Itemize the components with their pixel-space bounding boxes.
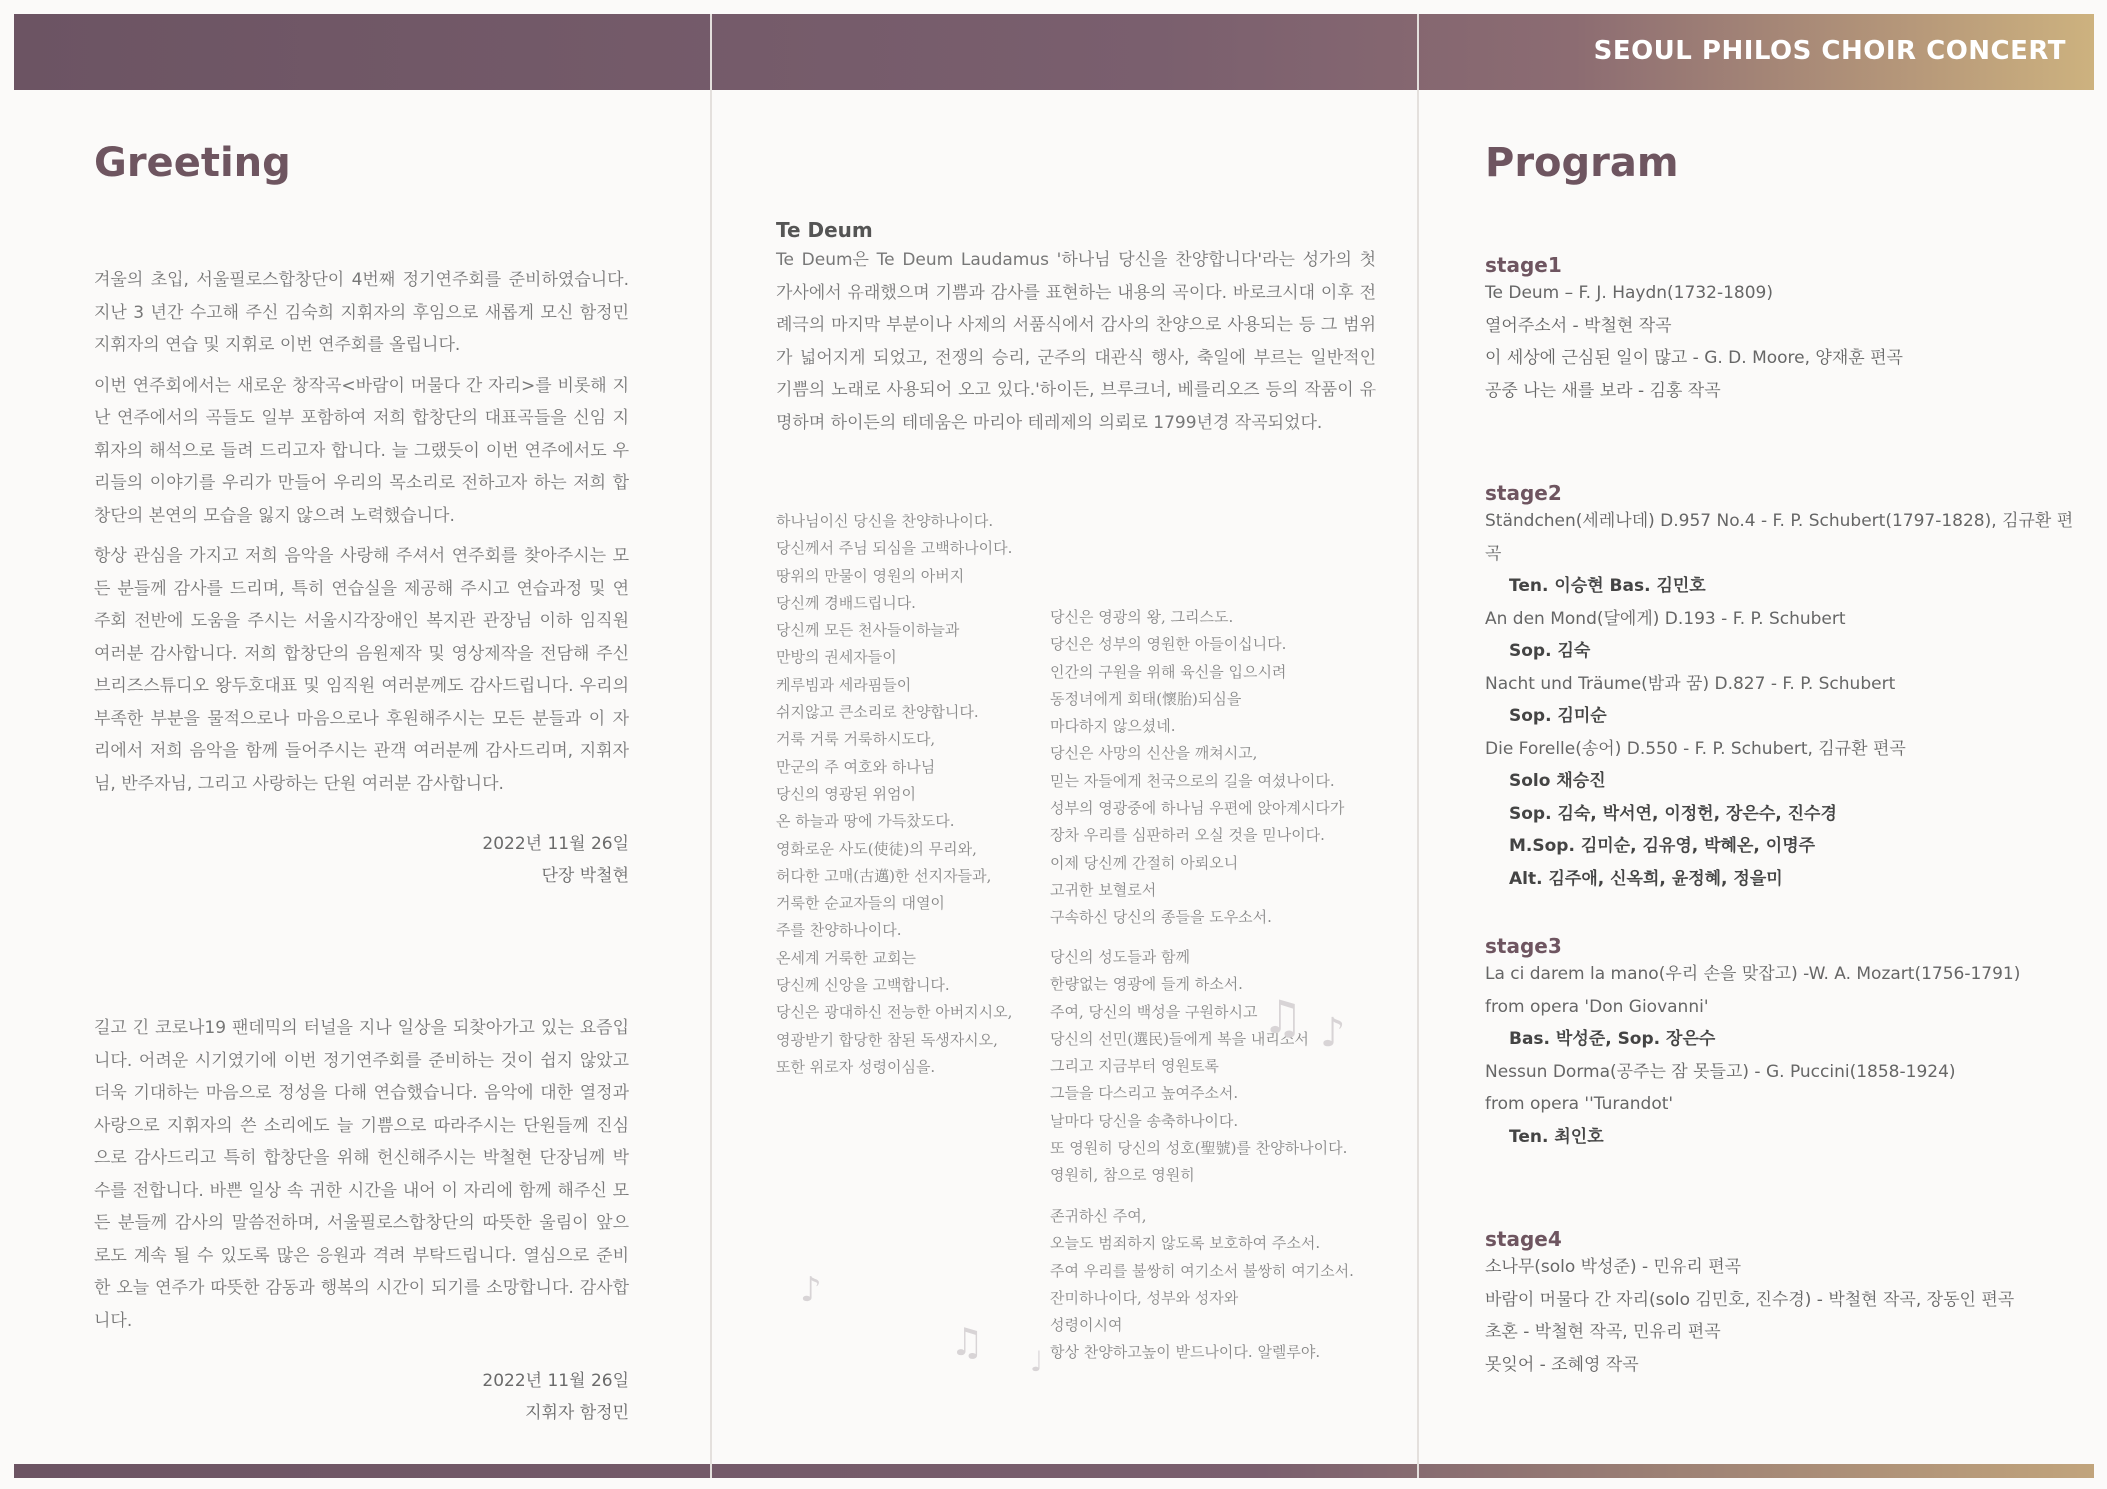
signature-date: 2022년 11월 26일	[482, 1371, 629, 1391]
greeting-column	[94, 140, 629, 1429]
lyric-line: 만군의 주 여호와 하나님	[776, 757, 936, 776]
lyrics-right-2	[1050, 944, 1347, 1190]
lyric-line: 날마다 당신을 송축하나이다.	[1050, 1111, 1239, 1130]
program-heading: Program	[1485, 140, 1679, 186]
lyric-line: 장차 우리를 심판하러 오실 것을 믿나이다.	[1050, 826, 1325, 845]
greeting-heading: Greeting	[94, 140, 291, 186]
lyric-line: 온세계 거룩한 교회는	[776, 948, 916, 967]
lyric-line: 성부의 영광중에 하나님 우편에 앉아계시다가	[1050, 799, 1345, 818]
lyric-line: 잔미하나이다, 성부와 성자와	[1050, 1288, 1239, 1307]
stage-title: stage2	[1485, 481, 1562, 505]
program-piece: Ständchen(세레나데) D.957 No.4 - F. P. Schubert(1797-1828), 김규환 편곡	[1485, 511, 2074, 564]
performer-line: Sop. 김미순	[1509, 706, 1607, 726]
greeting-paragraph: 겨울의 초입, 서울필로스합창단이 4번째 정기연주회를 준비하였습니다. 지난 3 년간 수고해 주신 김숙희 지휘자의 후임으로 새롭게 모신 함정민 지휘자의 연습 및 지휘로 이번 연주회를 올립니다.	[94, 270, 629, 355]
lyric-line: 마다하지 않으셨네.	[1050, 717, 1176, 736]
greeting-paragraph: 항상 관심을 가지고 저희 음악을 사랑해 주셔서 연주회를 찾아주시는 모든 분들께 감사를 드리며, 특히 연습실을 제공해 주시고 연습과정 및 연주회 전반에 도움을 주시는 서울시각장애인 복지관 관장님 이하 임직원 여러분 감사합니다. 저희 합창단의 음원제작 및 영상제작을 전담해 주신 브리즈스튜디오 왕두호대표 및 임직원 여러분께도 감사드립니다. 우리의 부족한 부분을 물적으로나 마음으로나 후원해주시는 모든 분들과 이 자리에서 저희 음악을 함께 들어주시는 관객 여러분께 감사드리며, 지휘자님, 반주자님, 그리고 사랑하는 단원 여러분 감사합니다.	[94, 546, 629, 794]
fold-line	[710, 14, 712, 1478]
lyric-line: 당신은 사망의 신산을 깨쳐시고,	[1050, 744, 1258, 763]
program-piece: 열어주소서 - 박철현 작곡	[1485, 315, 1672, 336]
lyric-line: 이제 당신께 간절히 아뢰오니	[1050, 853, 1239, 872]
lyric-line: 또 영원히 당신의 성호(聖號)를 찬양하나이다.	[1050, 1139, 1348, 1158]
performer-line: Solo 채승진	[1509, 771, 1606, 791]
lyric-line: 인간의 구원을 위해 육신을 입으시려	[1050, 662, 1287, 681]
performer-line: Bas. 박성준, Sop. 장은수	[1509, 1029, 1716, 1049]
lyric-line: 당신의 영광된 위엄이	[776, 784, 916, 803]
lyric-line: 항상 찬양하고높이 받드나이다. 알렐루야.	[1050, 1343, 1321, 1362]
program-stage	[1485, 481, 2085, 895]
lyric-line: 한량없는 영광에 들게 하소서.	[1050, 975, 1243, 994]
lyric-line: 당신께 신앙을 고백합니다.	[776, 976, 950, 995]
stage-title: stage1	[1485, 253, 1562, 277]
program-stage	[1485, 934, 2085, 1153]
lyric-line: 존귀하신 주여,	[1050, 1207, 1147, 1225]
lyric-line: 그리고 지금부터 영원토록	[1050, 1057, 1219, 1076]
lyric-line: 당신은 광대하신 전능한 아버지시오,	[776, 1003, 1013, 1022]
program-piece: 소나무(solo 박성준) - 민유리 편곡	[1485, 1257, 1742, 1277]
signature-date: 2022년 11월 26일	[482, 834, 629, 854]
program-piece: Te Deum – F. J. Haydn(1732-1809)	[1485, 283, 1773, 303]
lyric-line: 당신께 모든 천사들이하늘과	[776, 621, 960, 640]
program-piece: Nessun Dorma(공주는 잠 못들고) - G. Puccini(1858-1924)	[1485, 1061, 1956, 1082]
lyric-line: 오늘도 범죄하지 않도록 보호하여 주소서.	[1050, 1234, 1321, 1253]
lyric-line: 당신은 성부의 영원한 아들이십니다.	[1050, 635, 1287, 654]
stage-title: stage3	[1485, 934, 1562, 958]
lyrics-right-1	[1050, 604, 1344, 932]
performer-line: Sop. 김숙, 박서연, 이정헌, 장은수, 진수경	[1509, 803, 1837, 824]
program-piece: Nacht und Träume(밤과 꿈) D.827 - F. P. Schubert	[1485, 673, 1896, 694]
greeting-paragraph: 이번 연주회에서는 새로운 창작곡<바람이 머물다 간 자리>를 비롯해 지난 연주에서의 곡들도 일부 포함하여 저희 합창단의 대표곡들을 신임 지휘자의 해석으로 들려 드리고자 합니다. 늘 그랬듯이 이번 연주에서도 우리들의 이야기를 우리가 만들어 우리의 목소리로 전하고자 하는 저희 합창단의 본연의 모습을 잃지 않으려 노력했습니다.	[94, 375, 629, 526]
lyric-line: 영원히, 참으로 영원히	[1050, 1166, 1195, 1185]
lyric-line: 주를 찬양하나이다.	[776, 921, 902, 940]
tedeum-column	[776, 218, 1376, 439]
lyric-line: 온 하늘과 땅에 가득찼도다.	[776, 812, 955, 831]
performer-line: Sop. 김숙	[1509, 641, 1591, 661]
program-column	[1485, 140, 2085, 186]
lyric-line: 당신의 선민(選民)들에게 복을 내리소서	[1050, 1029, 1309, 1048]
lyric-line: 주여, 당신의 백성을 구원하시고	[1050, 1002, 1258, 1021]
lyric-line: 거룩 거룩 거룩하시도다,	[776, 730, 936, 749]
lyrics-right-3	[1050, 1203, 1354, 1367]
lyric-line: 주여 우리를 불쌍히 여기소서 불쌍히 여기소서.	[1050, 1261, 1354, 1280]
program-piece: 초혼 - 박철현 작곡, 민유리 편곡	[1485, 1322, 1721, 1342]
performer-line: M.Sop. 김미순, 김유영, 박혜온, 이명주	[1509, 836, 1816, 856]
lyric-line: 쉬지않고 큰소리로 찬양합니다.	[776, 703, 979, 722]
program-piece: An den Mond(달에게) D.193 - F. P. Schubert	[1485, 608, 1846, 629]
lyric-line: 당신께서 주님 되심을 고백하나이다.	[776, 539, 1013, 558]
lyric-line: 만방의 권세자들이	[776, 648, 897, 667]
lyric-line: 영화로운 사도(使徒)의 무리와,	[776, 839, 977, 858]
program-piece: La ci darem la mano(우리 손을 맞잡고) -W. A. Mozart(1756-1791)	[1485, 964, 2021, 984]
greeting-signature-1	[94, 828, 629, 892]
lyric-line: 구속하신 당신의 종들을 도우소서.	[1050, 908, 1272, 927]
lyric-line: 고귀한 보혈로서	[1050, 880, 1157, 899]
concert-title: SEOUL PHILOS CHOIR CONCERT	[1593, 36, 2066, 66]
signature-name: 지휘자 함정민	[525, 1403, 629, 1423]
header-bar	[14, 14, 2094, 90]
stage-title: stage4	[1485, 1227, 1562, 1251]
tedeum-heading: Te Deum	[776, 218, 873, 242]
fold-line	[1417, 14, 1419, 1478]
program-piece: Die Forelle(송어) D.550 - F. P. Schubert, 김규환 편곡	[1485, 738, 1906, 759]
program-piece: from opera ''Turandot'	[1485, 1094, 1674, 1114]
program-piece: 공중 나는 새를 보라 - 김홍 작곡	[1485, 380, 1721, 401]
lyric-line: 믿는 자들에게 천국으로의 길을 여셨나이다.	[1050, 771, 1335, 790]
lyric-line: 당신의 성도들과 함께	[1050, 948, 1190, 966]
lyric-line: 당신께 경배드립니다.	[776, 593, 916, 612]
footer-bar	[14, 1464, 2094, 1478]
lyric-line: 거룩한 순교자들의 대열이	[776, 894, 945, 913]
music-note-icon: ♫	[1262, 990, 1304, 1044]
program-piece: 못잊어 - 조혜영 작곡	[1485, 1354, 1639, 1375]
music-note-icon: ♪	[800, 1270, 822, 1310]
performer-line: Ten. 최인호	[1509, 1126, 1604, 1147]
music-note-icon: ♩	[1030, 1345, 1044, 1378]
program-piece: 바람이 머물다 간 자리(solo 김민호, 진수경) - 박철현 작곡, 장동인 편곡	[1485, 1289, 2015, 1310]
music-note-icon: ♫	[950, 1320, 985, 1364]
performer-line: Alt. 김주애, 신옥희, 윤정혜, 정을미	[1509, 868, 1783, 889]
tedeum-description: Te Deum은 Te Deum Laudamus '하나님 당신을 찬양합니다'라는 성가의 첫 가사에서 유래했으며 기쁨과 감사를 표현하는 내용의 곡이다. 바로크시대 이후 전례극의 마지막 부분이나 사제의 서품식에서 감사의 찬양으로 사용되는 등 그 범위가 넓어지게 되었고, 전쟁의 승리, 군주의 대관식 행사, 축일에 부르는 일반적인 기쁨의 노래로 사용되어 오고 있다.'하이든, 브루크너, 베를리오즈 등의 작품이 유명하며 하이든의 테데움은 마리아 테레제의 의뢰로 1799년경 작곡되었다.	[776, 250, 1376, 433]
lyric-line: 당신은 영광의 왕, 그리스도.	[1050, 608, 1234, 626]
lyric-line: 그들을 다스리고 높여주소서.	[1050, 1084, 1239, 1103]
program-stage	[1485, 1227, 2085, 1381]
conductor-paragraph: 길고 긴 코로나19 팬데믹의 터널을 지나 일상을 되찾아가고 있는 요즘입니다. 어려운 시기였기에 이번 정기연주회를 준비하는 것이 쉽지 않았고 더욱 기대하는 마음으로 정성을 다해 연습했습니다. 음악에 대한 열정과 사랑으로 지휘자의 쓴 소리에도 늘 기쁨으로 따라주시는 단원들께 진심으로 감사드리고 특히 합창단을 위해 헌신해주시는 박철현 단장님께 박수를 전합니다. 바쁜 일상 속 귀한 시간을 내어 이 자리에 함께 해주신 모든 분들께 감사의 말씀전하며, 서울필로스합창단의 따뜻한 울림이 앞으로도 계속 될 수 있도록 많은 응원과 격려 부탁드립니다. 열심으로 준비한 오늘 연주가 따뜻한 감동과 행복의 시간이 되기를 소망합니다. 감사합니다.	[94, 1018, 629, 1331]
program-piece: 이 세상에 근심된 일이 많고 - G. D. Moore, 양재훈 편곡	[1485, 348, 1903, 368]
music-note-icon: ♪	[1320, 1010, 1346, 1056]
lyric-line: 영광받기 합당한 참된 독생자시오,	[776, 1030, 998, 1049]
lyric-line: 허다한 고매(古邁)한 선지자들과,	[776, 866, 992, 885]
signature-name: 단장 박철현	[541, 866, 629, 886]
lyric-line: 또한 위로자 성령이심을.	[776, 1057, 936, 1076]
performer-line: Ten. 이승현 Bas. 김민호	[1509, 576, 1706, 596]
lyric-line: 케루빔과 세라핌들이	[776, 675, 912, 694]
lyric-line: 땅위의 만물이 영원의 아버지	[776, 566, 965, 585]
lyric-line: 동정녀에게 회태(懷胎)되심을	[1050, 689, 1242, 708]
lyrics-left	[776, 508, 1012, 1081]
lyric-line: 하나님이신 당신을 찬양하나이다.	[776, 512, 994, 530]
program-piece: from opera 'Don Giovanni'	[1485, 996, 1709, 1017]
lyric-line: 성령이시여	[1050, 1316, 1123, 1335]
greeting-signature-2	[94, 1365, 629, 1429]
program-stage	[1485, 253, 2085, 407]
